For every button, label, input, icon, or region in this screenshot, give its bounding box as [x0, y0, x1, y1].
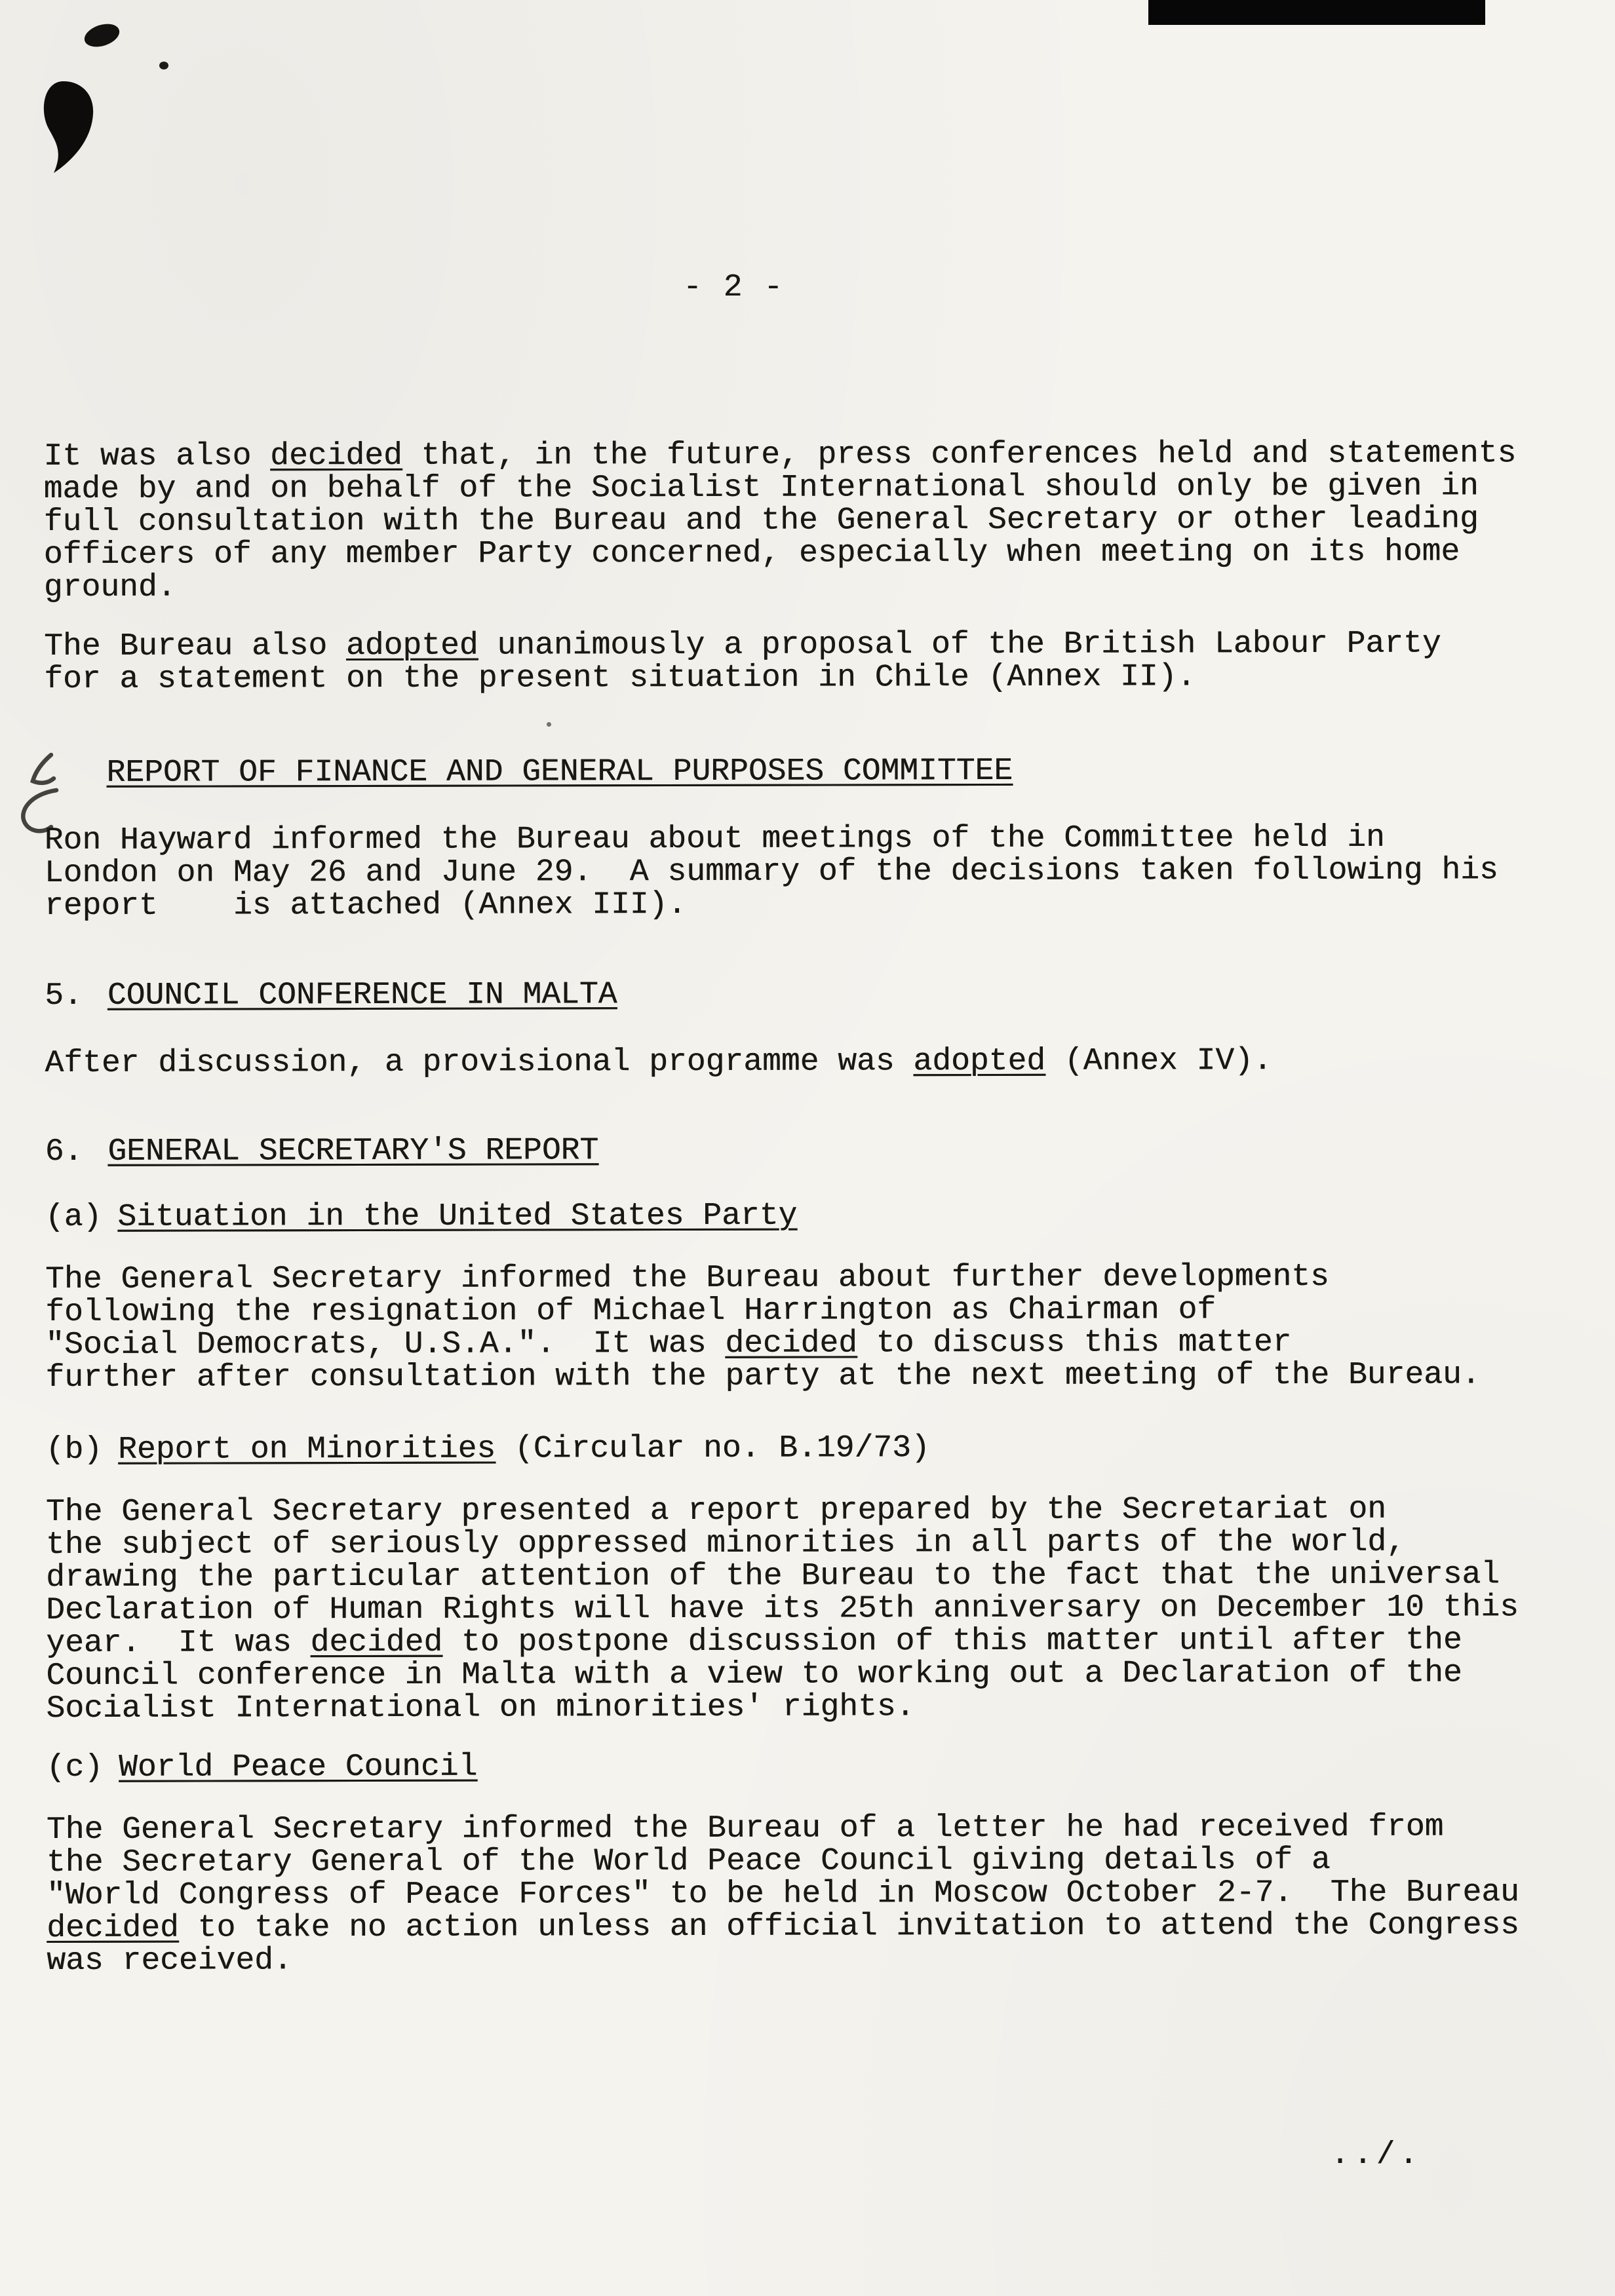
- text-run: The General Secretary informed the Bureau about further developments following the resignation of Michael Harrington as Chairman of "Social Democrats, U.S.A.". It was: [45, 1259, 1329, 1363]
- text-run: After discussion, a provisional programme was: [45, 1044, 914, 1081]
- subheading-suffix: (Circular no. B.19/73): [496, 1430, 930, 1467]
- underlined-word: adopted: [913, 1043, 1046, 1080]
- finance-committee-paragraph: [45, 821, 1558, 923]
- subheading-title: World Peace Council: [119, 1749, 478, 1786]
- continuation-mark: ../.: [1331, 2137, 1422, 2173]
- section-number: 5.: [45, 978, 83, 1014]
- minorities-paragraph: [46, 1493, 1560, 1725]
- text-run: The Bureau also: [44, 628, 346, 664]
- section-heading-malta-conference: [45, 976, 1558, 1012]
- text-run: It was also: [43, 438, 271, 474]
- section-title: GENERAL SECRETARY'S REPORT: [107, 1133, 599, 1170]
- text-run: to postpone discussion of this matter until after the Council conference in Malta with a view to working out a Declaration of the Socialist International on minorities' rights.: [46, 1622, 1462, 1727]
- underlined-word: decided: [47, 1910, 179, 1946]
- section-heading-finance-committee: [44, 754, 1557, 790]
- section-title: REPORT OF FINANCE AND GENERAL PURPOSES COMMITTEE: [106, 753, 1013, 791]
- subheading-label: (b): [45, 1432, 103, 1468]
- underlined-word: decided: [270, 438, 402, 474]
- text-run: The General Secretary presented a report prepared by the Secretariat on the subject of seriously oppressed minorities in all parts of the world, drawing the particular attention of the Bureau to the fact that the universal Declaration of Human Rights will have its 25th anniversary on December 10 this year. It was: [45, 1491, 1519, 1661]
- world-peace-council-paragraph: [47, 1810, 1561, 1978]
- page-number: - 2 -: [683, 270, 785, 305]
- text-run: The General Secretary informed the Bureau of a letter he had received from the Secretary General of the World Peace Council giving details of a "World Congress of Peace Forces" to be held in Moscow October 2-7. The Bureau: [46, 1809, 1519, 1913]
- intro-paragraph-chile-statement: [44, 627, 1557, 696]
- subheading-world-peace-council: [47, 1748, 1560, 1784]
- us-party-paragraph: [45, 1260, 1559, 1394]
- subheading-report-on-minorities: [46, 1430, 1559, 1466]
- intro-paragraph-press-conferences: [43, 437, 1557, 604]
- text-run: that, in the future, press conferences held and statements made by and on behalf of the Socialist International should only be given in full consultation with the Bureau and the General Secretary or other leading officers of any member Party concerned, especially when meeting on its home ground.: [43, 436, 1517, 605]
- malta-conference-paragraph: [45, 1044, 1558, 1080]
- subheading-title: Report on Minorities: [117, 1431, 496, 1468]
- text-run: Ron Hayward informed the Bureau about meetings of the Committee held in London on May 26 and June 29. A summary of the decisions taken following his report is attached (Annex III).: [44, 820, 1498, 924]
- section-number: 6.: [45, 1134, 83, 1170]
- underlined-word: decided: [725, 1326, 857, 1362]
- underlined-word: adopted: [345, 628, 478, 664]
- subheading-label: (c): [46, 1750, 104, 1786]
- subheading-us-party-situation: [45, 1198, 1559, 1234]
- typed-content: [43, 0, 1560, 1978]
- text-run: to discuss this matter further after consultation with the party at the next meeting of the Bureau.: [45, 1325, 1481, 1396]
- section-heading-general-secretary-report: [45, 1132, 1559, 1168]
- text-run: to take no action unless an official invitation to attend the Congress was received.: [47, 1907, 1519, 1979]
- section-title: COUNCIL CONFERENCE IN MALTA: [107, 977, 617, 1014]
- text-run: unanimously a proposal of the British Labour Party for a statement on the present situation in Chile (Annex II).: [44, 626, 1441, 697]
- subheading-label: (a): [45, 1199, 102, 1235]
- subheading-title: Situation in the United States Party: [117, 1198, 798, 1235]
- underlined-word: decided: [310, 1624, 443, 1661]
- text-run: (Annex IV).: [1045, 1043, 1272, 1079]
